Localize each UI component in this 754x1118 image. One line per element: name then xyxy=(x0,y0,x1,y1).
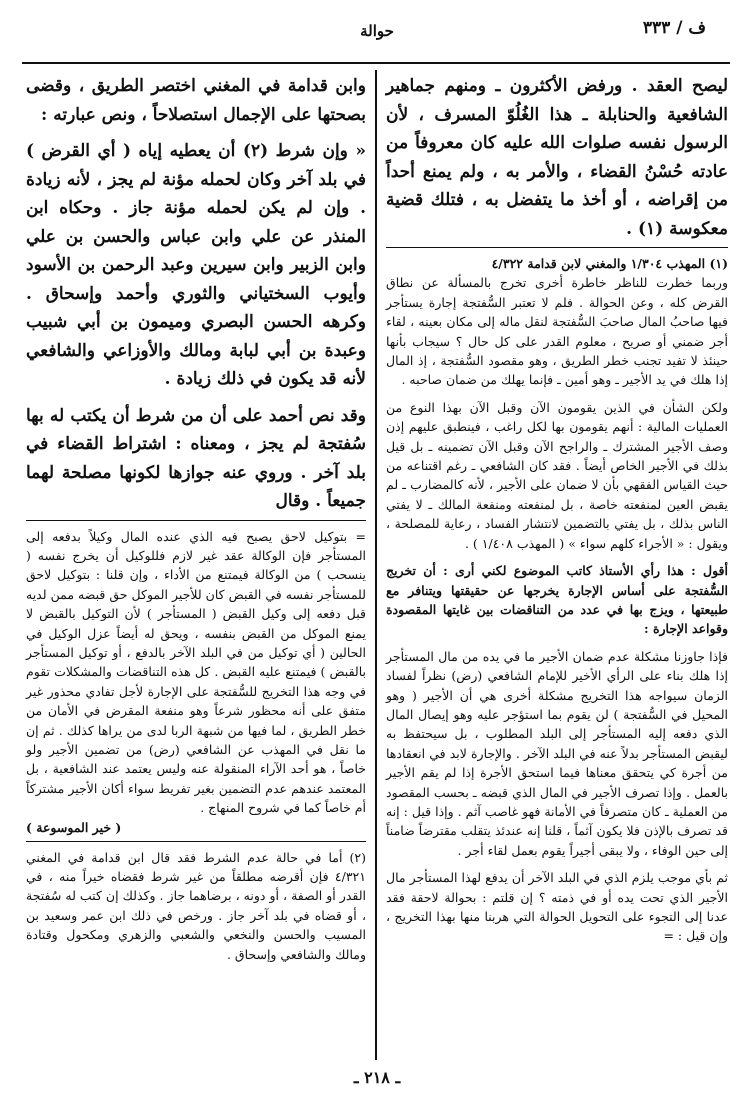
signature: ( خير الموسوعة ) xyxy=(26,819,122,835)
footnote-rule-left xyxy=(26,520,366,521)
footnote-2: (٢) أما في حالة عدم الشرط فقد قال ابن قدامة في المغني ٤/٣٢١ فإن أقرضه مطلقاً من غير شرط فقضاه خيراً منه ، في القدر أو الصفة ، أو دونه ، برضاهما جاز . وكذلك إن كتب له سُفتجة ، أو قضاه في بلد آخر جاز . ورخص في ذلك ابن عمر وسعيد بن المسيب والحسن والنخعي والشعبي والزهري ومكحول وقتادة ومالك والشافعي وإسحاق . xyxy=(26,849,366,962)
footnote-1-body: وربما خطرت للناظر خاطرة أخرى تخرج بالمسألة عن نطاق القرض كله ، وعن الحوالة . فلم لا تعتبر السُّفتجة إجارة يستأجر فيها صاحبُ المال صاحبَ السُّفتجة لنقل ماله إلى مكان بعينه ، لقاء أجر ضمني أو صريح ، معلوم القدر على كل حال ؟ سيجاب بأنها حينئذ لا تفيد تجنب خطر الطريق ، وهو مقصود السُّفتجة ، إذ المال إذا هلك في يد الأجير ـ وهو أمين ـ فإنما يهلك من ضمان صاحبه . xyxy=(386,275,728,388)
footnote-rule xyxy=(386,247,728,248)
footnote-1-ref: (١) المهذب ١/٣٠٤ والمغني لابن قدامة ٤/٣٢٢ xyxy=(491,256,728,271)
right-main-text: ليصح العقد . ورفض الأكثرون ـ ومنهم جماهير الشافعية والحنابلة ـ هذا الغُلُوّ المسرف ، لأن الرسول نفسه صلوات الله عليه كان معروفاً من عادته حُسْنُ القضاء ، والأمر به ، ولم يمنع أحداً من إقراضه ، أو أخذ ما يتفضل به ، فتلك قضية معكوسة (١) . xyxy=(386,76,728,239)
footnote-continued: = بتوكيل لاحق يصبح فيه الذي عنده المال وكيلاً بدفعه إلى المستأجر فإن الوكالة عقد غير لازم فللوكيل أن يخرج نفسه ( ينسحب ) من الوكالة فيمتنع من الأداء ، وإن قلنا : بتوكيل لاحق للمستأجر نفسه في القبض كان للأجير الموكل حق قبضه ممن لديه قبل دفعه إلى وكيل القبض ( المستأجر ) لأن التوكيل بالقبض لا يمنع الموكل من القبض بنفسه ، ويحق له أيضاً عزل الوكيل في الحالين ( أي توكيل من في البلد الآخر بالدفع ، أو توكيل المستأجر بالقبض ) فيمتنع عليه القبض . كل هذه التناقضات والمشكلات تقوم في وجه هذا التخريج للسُّفتجة على الإجارة لأجل تفادي محذور غير متفق على أنه محظور شرعاً وهو منفعة المقرض في الأمان من خطر الطريق ، لما فيها من شبهة الربا لدى من يراها كذلك . ثم إن ما نقل في المهذب عن الشافعي (رض) من تضمين الأجير ولو خاصاً ، هو أحد الآراء المنقولة عنه وليس يعتمد عند الشافعية ، بل المعتمد عندهم عدم التضمين بغير تفريط سواء أكان الأجير مشتركاً أم خاصاً كما في شروح المنهاج . xyxy=(26,528,366,816)
page-marker: ف / ٣٣٣ xyxy=(642,18,706,38)
left-quote: « وإن شرط (٢) أن يعطيه إياه ( أي القرض ) في بلد آخر وكان لحمله مؤنة لم يجز ، لأنه زيادة . وإن لم يكن لحمله مؤنة جاز . وحكاه ابن المنذر عن علي وابن عباس والحسن بن علي وابن الزبير وابن سيرين وعبد الرحمن بن الأسود وأيوب السختياني والثوري وأحمد وإسحاق . وكرهه الحسن البصري وميمون بن أبي شبيب وعبدة بن أبي لبابة ومالك والأوزاعي والشافعي لأنه قد يكون في ذلك زيادة . xyxy=(26,141,366,389)
comment-body: فإذا جاوزنا مشكلة عدم ضمان الأجير ما في يده من مال المستأجر إذا هلك بناء على الرأي الأخير للإمام الشافعي (رض) نظراً لفساد الزمان سيواجه هذا التخريج مشكلة أخرى هي أن الأجير ( وهو المحيل في السُّفتجة ) لن يقوم بما استؤجر عليه وهو إيصال المال الذي دفعه إليه المستأجر إلى البلد المطلوب ، بل سيحتفظ به ليقبض المستأجر بدلاً عنه في البلد الآخر . والإجارة لابد في انعقادها من أجرة كي يتحقق معناها فيما استحق الأجرة إذا لم يقم الأجير بالعمل . وإذا تصرف الأجير في المال الذي قبضه ـ بحسب المقصود من العملية ـ كان متصرفاً في الأمانة فهو غاصب آثم . وإذا قيل : إنه قد تصرف بالإذن فلا يكون آثماً ، قلنا إنه عندئذ يتقلب مقترضاً ضامناً إلى حين الوفاء ، ولا يبقى أجيراً يقوم بعمل لقاء أجر . xyxy=(386,648,728,858)
left-column xyxy=(26,72,366,964)
page-header xyxy=(0,0,754,60)
comment-intro: أقول : هذا رأي الأستاذ كاتب الموضوع لكني أرى : أن تخريج السُّفتجة على أساس الإجارة يخرجها عن حقيقتها ويتنافر مع طبيعتها ، ويزج بها في عدد من التناقضات بين غايتها المقصودة وقواعد الإجارة : xyxy=(386,563,728,637)
section-title: حوالة xyxy=(360,22,394,40)
right-column xyxy=(386,72,728,946)
comment-body-continued: ثم بأي موجب يلزم الذي في البلد الآخر أن يدفع لهذا المستأجر مال الأجير الذي تحت يده أو في ذمته ؟ إن قلتم : بحوالة لاحقة فقد عدنا إلى التجوء على التحويل الحوالة التي هربنا منها بهذا التخريج ، وإن قيل : = xyxy=(386,870,728,944)
left-main-text-1: وابن قدامة في المغني اختصر الطريق ، وقضى بصحتها على الإجمال استصلاحاً ، ونص عبارته : xyxy=(26,76,366,125)
footnote-2-rule xyxy=(26,841,366,842)
page-number: ـ ٢١٨ ـ xyxy=(353,1068,401,1087)
header-rule xyxy=(22,62,730,64)
left-main-text-3: وقد نص أحمد على أن من شرط أن يكتب له بها سُفتجة لم يجز ، ومعناه : اشتراط القضاء في بلد آخر . وروي عنه جوازها لكونها مصلحة لهما جميعاً . وقال xyxy=(26,405,366,511)
footnote-2-body: ولكن الشأن في الذين يقومون الآن وقبل الآن بهذا النوع من العمليات المالية : أنهم يقومون بها لكل راغب ، فينطبق عليهم إذن وصف الأجير المشترك ـ والراجح الآن وقبل الآن تضمينه ـ بل قيل بذلك في الأجير الخاص أيضاً . فقد كان الشافعي ـ رغم اقتناعه من حيث القياس الفقهي بأن لا ضمان على الأجير ، لأنه كالمضارب ـ لم يقبض العين لمنفعته خاصة ، بل لمنفعته ومنفعة المالك ـ لا يفتي الناس بذلك ، بل يفتي بالتضمين لانتشار الفساد ، رعاية للمصلحة ، ويقول : « الأجراء كلهم سواء » ( المهذب ١/٤٠٨ ) . xyxy=(386,399,728,551)
column-divider xyxy=(375,70,377,1060)
